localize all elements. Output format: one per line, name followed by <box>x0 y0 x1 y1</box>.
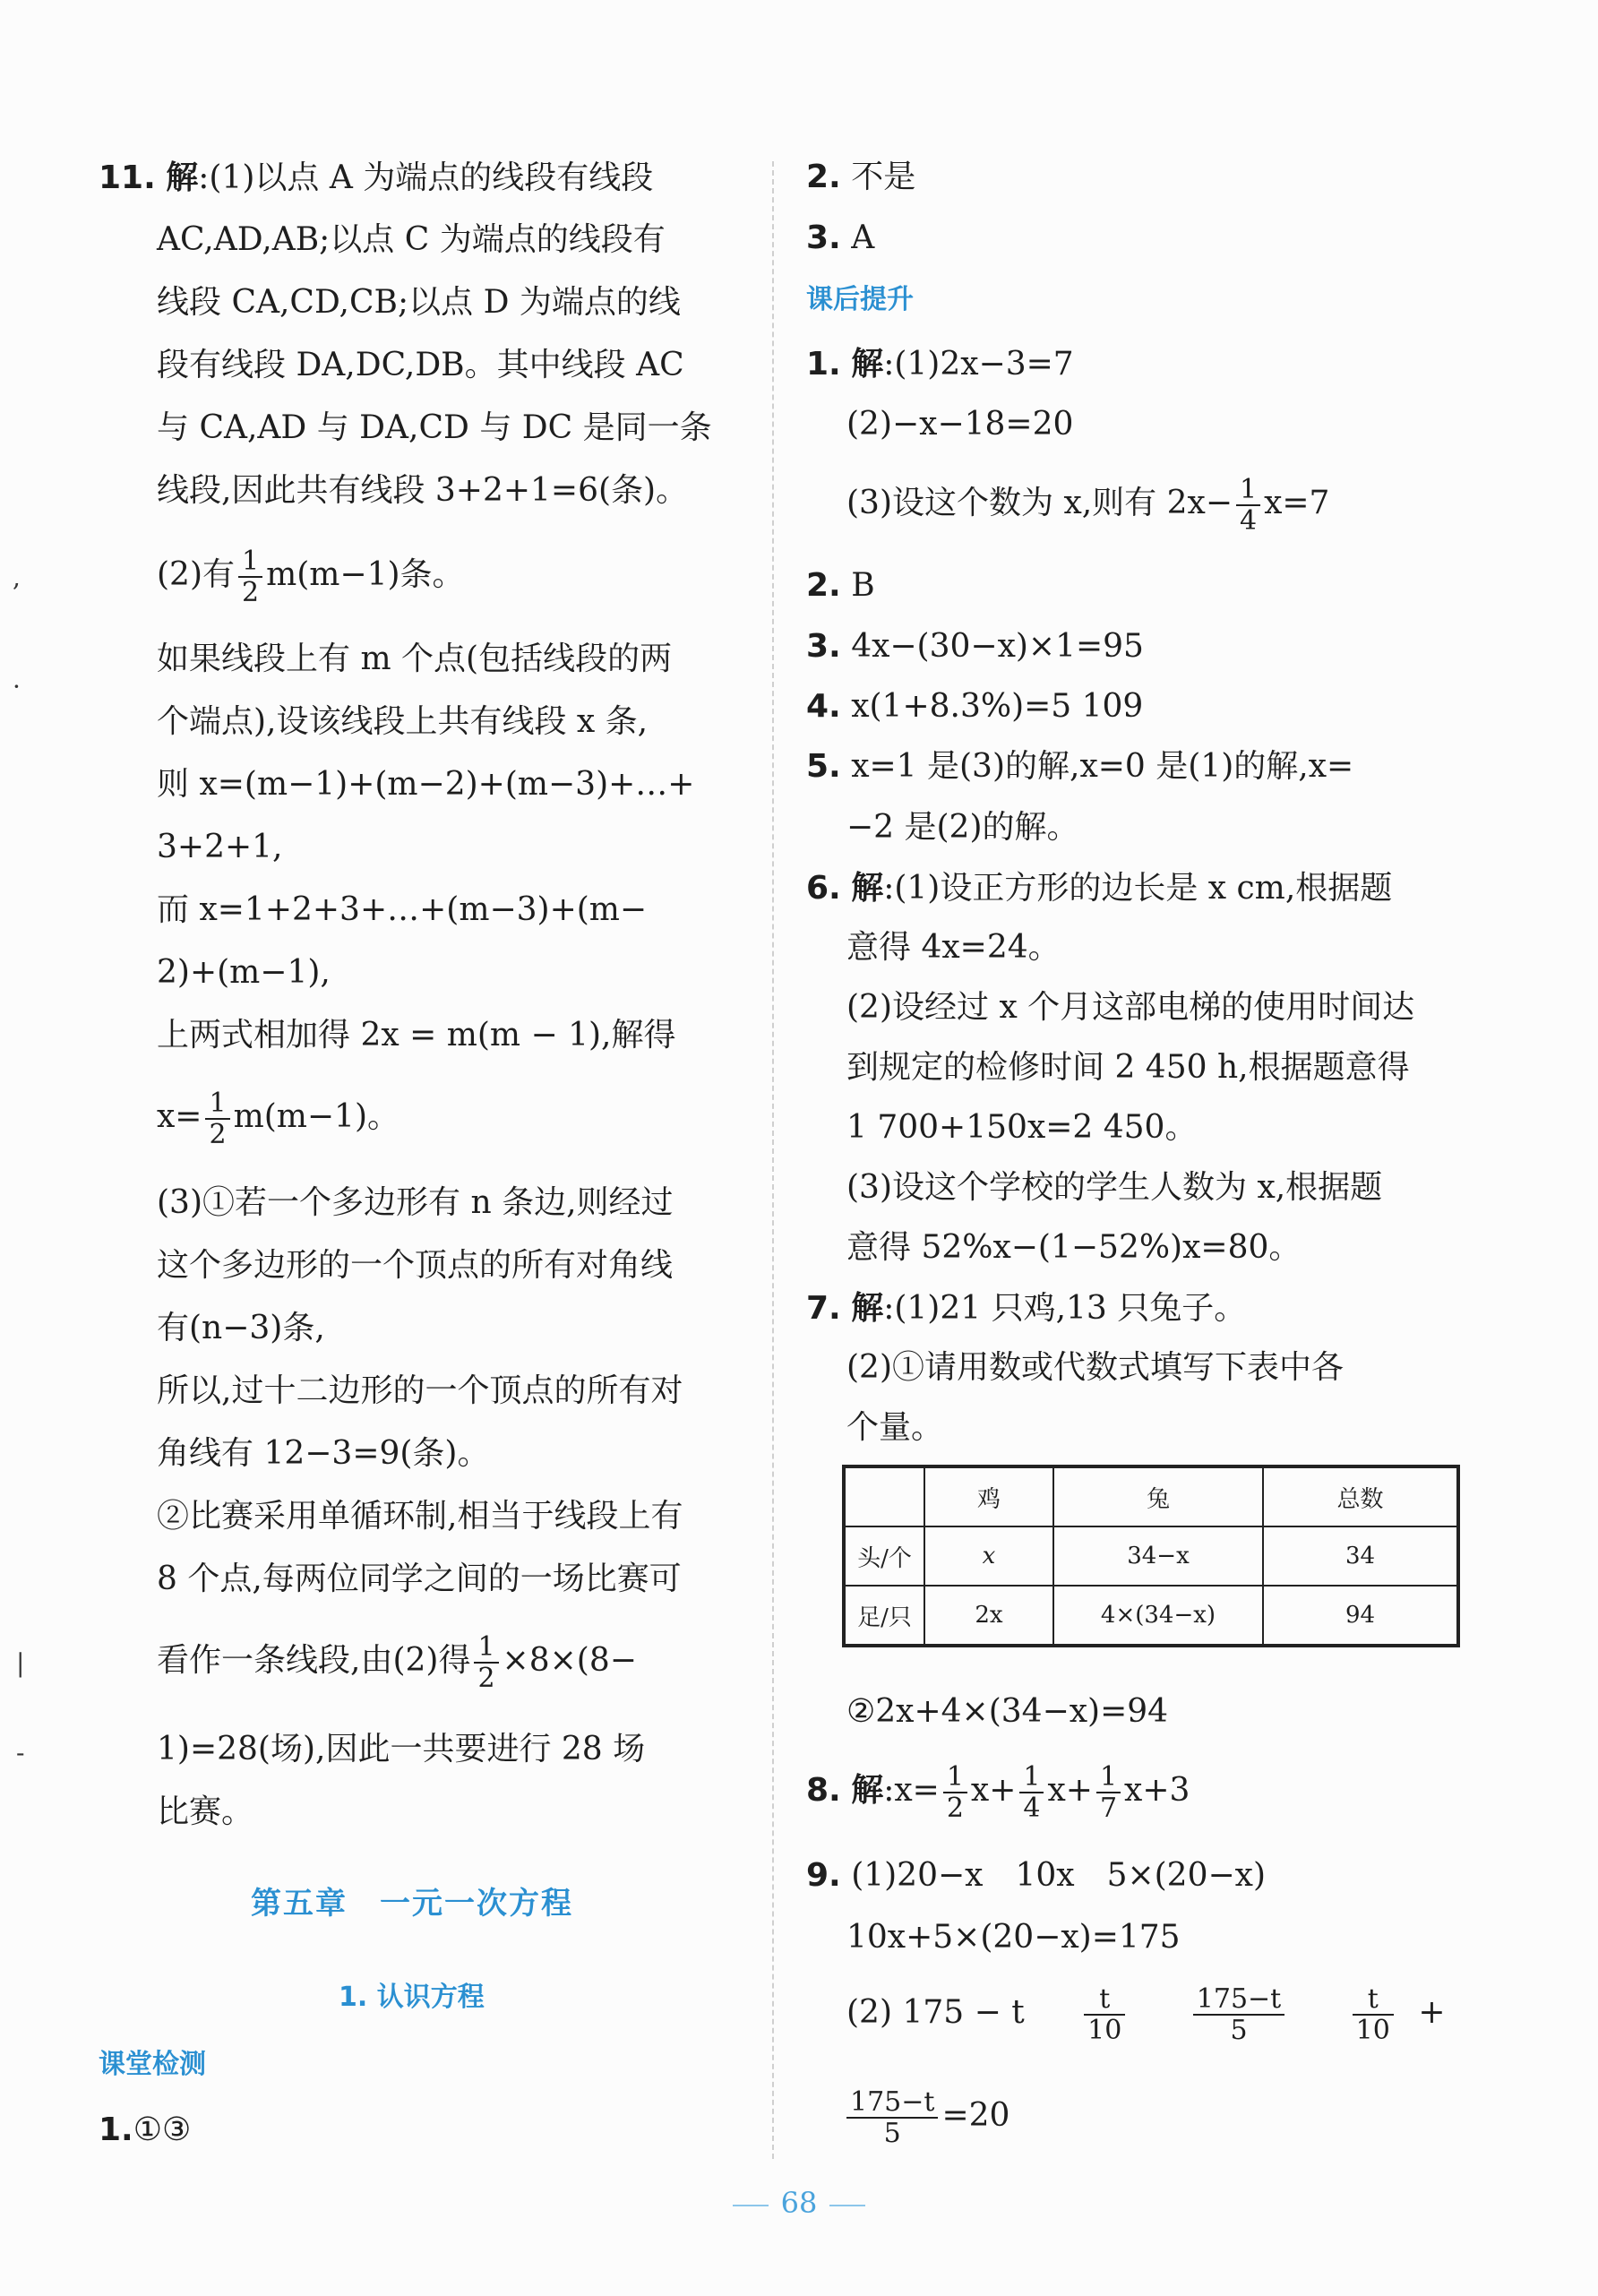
margin-mark: | <box>16 1648 25 1678</box>
q11-line-5: 与 CA,AD 与 DA,CD 与 DC 是同一条 <box>157 409 712 446</box>
table-cell: 94 <box>1263 1586 1458 1646</box>
fraction: $\frac{175-t}{5}$ <box>1193 1984 1284 2045</box>
footer-rule-right <box>829 2205 865 2206</box>
right-q5-line-1: 5. x=1 是(3)的解,x=0 是(1)的解,x= <box>806 748 1354 785</box>
r9-line-4: $\frac{175-t}{5}$ =20 <box>846 2087 1009 2148</box>
q11-line-21: ②比赛采用单循环制,相当于线段上有 <box>157 1498 683 1535</box>
table-cell: x <box>924 1526 1053 1586</box>
q11-line-18: 有(n−3)条, <box>157 1310 325 1346</box>
table-cell: 2x <box>924 1586 1053 1646</box>
table-cell: 足/只 <box>844 1586 924 1646</box>
r6-line-6: (3)设这个学校的学生人数为 x,根据题 <box>846 1169 1383 1206</box>
section-title: 1. 认识方程 <box>339 1982 485 2013</box>
table-cell: 头/个 <box>844 1526 924 1586</box>
margin-mark: · <box>13 672 21 701</box>
table-row <box>844 1586 1458 1646</box>
fraction: $\frac{175-t}{5}$ <box>846 2087 938 2148</box>
table-cell: 34 <box>1263 1526 1458 1586</box>
r6-line-2: 意得 4x=24。 <box>846 929 1061 966</box>
page-footer <box>0 2186 1598 2220</box>
page-number: 68 <box>780 2186 818 2220</box>
fraction: $\frac{1}{2}$ <box>205 1088 229 1149</box>
table-header-cell: 兔 <box>1053 1466 1263 1526</box>
right-q2b: 2. B <box>806 567 875 604</box>
fraction: $\frac{1}{7}$ <box>1096 1762 1121 1823</box>
q11-line-19: 所以,过十二边形的一个顶点的所有对 <box>157 1372 683 1409</box>
q11-line-13: 2)+(m−1), <box>157 954 331 991</box>
table-header-cell: 鸡 <box>924 1466 1053 1526</box>
chapter-title: 第五章 一元一次方程 <box>251 1886 573 1922</box>
r9-line-3: (2) 175 − t $\frac{t}{10}$ $\frac{175-t}{5}$ $\frac{t}{10}$ + <box>846 1983 1446 2046</box>
q11-line-15: x= $\frac{1}{2}$ m(m−1)。 <box>157 1088 400 1150</box>
q11-line-25: 比赛。 <box>157 1793 254 1830</box>
r7-line-3: 个量。 <box>846 1409 944 1446</box>
q11-line-4: 段有线段 DA,DC,DB。其中线段 AC <box>157 347 684 383</box>
q11-line-23: 看作一条线段,由(2)得 $\frac{1}{2}$ ×8×(8− <box>157 1631 637 1694</box>
q11-line-10: 则 x=(m−1)+(m−2)+(m−3)+…+ <box>157 766 695 803</box>
q11-line-3: 线段 CA,CD,CB;以点 D 为端点的线 <box>157 284 681 321</box>
subsection-title-after-class: 课后提升 <box>806 284 914 315</box>
fraction: $\frac{1}{2}$ <box>474 1632 498 1693</box>
right-q3b: 3. 4x−(30−x)×1=95 <box>806 628 1144 665</box>
q11-line-11: 3+2+1, <box>157 829 283 865</box>
r7-line-1: 7. 解:(1)21 只鸡,13 只兔子。 <box>806 1289 1247 1327</box>
q11-line-22: 8 个点,每两位同学之间的一场比赛可 <box>157 1561 682 1597</box>
table-cell: 4×(34−x) <box>1053 1586 1263 1646</box>
q11-line-20: 角线有 12−3=9(条)。 <box>157 1435 490 1472</box>
q11-line-9: 个端点),设该线段上共有线段 x 条, <box>157 703 649 740</box>
footer-rule-left <box>733 2205 769 2206</box>
q11-line-17: 这个多边形的一个顶点的所有对角线 <box>157 1247 674 1284</box>
q11-line-14: 上两式相加得 2x = m(m − 1),解得 <box>157 1017 676 1053</box>
q11-line-1: 11. 解:(1)以点 A 为端点的线段有线段 <box>99 159 654 196</box>
table-row <box>844 1526 1458 1586</box>
fraction: $\frac{1}{2}$ <box>238 546 262 607</box>
r6-line-3: (2)设经过 x 个月这部电梯的使用时间达 <box>846 989 1415 1026</box>
right-q2: 2. 不是 <box>806 159 916 195</box>
table-cell: 34−x <box>1053 1526 1263 1586</box>
r7-line-2: (2)①请用数或代数式填写下表中各 <box>846 1349 1344 1386</box>
r6-line-5: 1 700+150x=2 450。 <box>846 1109 1198 1146</box>
q11-line-24: 1)=28(场),因此一共要进行 28 场 <box>157 1731 646 1767</box>
r1-line-3: (3)设这个数为 x,则有 2x− $\frac{1}{4}$ x=7 <box>846 474 1330 537</box>
r6-line-4: 到规定的检修时间 2 450 h,根据题意得 <box>846 1049 1410 1086</box>
fraction: $\frac{t}{10}$ <box>1084 1984 1125 2045</box>
r7-line-4: ②2x+4×(34−x)=94 <box>846 1693 1169 1730</box>
left-q1: 1.①③ <box>99 2111 192 2148</box>
r8-line: 8. 解:x= $\frac{1}{2}$ x+ $\frac{1}{4}$ x+ $\frac{1}{7}$ x+3 <box>806 1761 1190 1824</box>
q11-line-16: (3)①若一个多边形有 n 条边,则经过 <box>157 1184 674 1221</box>
table-header-row <box>844 1466 1458 1526</box>
fraction: $\frac{1}{4}$ <box>1019 1762 1044 1823</box>
r6-line-7: 意得 52%x−(1−52%)x=80。 <box>846 1229 1302 1266</box>
right-q3: 3. A <box>806 219 875 256</box>
r1-line-2: (2)−x−18=20 <box>846 406 1074 443</box>
subsection-title-classroom: 课堂检测 <box>99 2049 206 2080</box>
q11-line-12: 而 x=1+2+3+…+(m−3)+(m− <box>157 891 648 928</box>
q11-line-6: 线段,因此共有线段 3+2+1=6(条)。 <box>157 472 689 509</box>
margin-mark: , <box>13 563 21 592</box>
r6-line-1: 6. 解:(1)设正方形的边长是 x cm,根据题 <box>806 869 1393 907</box>
right-q4: 4. x(1+8.3%)=5 109 <box>806 688 1144 725</box>
fraction: $\frac{1}{4}$ <box>1236 475 1260 536</box>
fraction: $\frac{t}{10}$ <box>1353 1984 1394 2045</box>
q11-line-2: AC,AD,AB;以点 C 为端点的线段有 <box>157 221 666 258</box>
r9-line-1: 9. (1)20−x 10x 5×(20−x) <box>806 1857 1267 1894</box>
q11-part2: (2)有 $\frac{1}{2}$ m(m−1)条。 <box>157 546 465 608</box>
table-header-cell: 总数 <box>1263 1466 1458 1526</box>
r9-line-2: 10x+5×(20−x)=175 <box>846 1919 1181 1956</box>
right-q5-line-2: −2 是(2)的解。 <box>846 809 1079 846</box>
q11-line-8: 如果线段上有 m 个点(包括线段的两 <box>157 641 673 677</box>
table-header-cell <box>844 1466 924 1526</box>
fraction: $\frac{1}{2}$ <box>943 1762 967 1823</box>
margin-mark: - <box>16 1738 25 1767</box>
chicken-rabbit-table <box>842 1465 1460 1647</box>
column-divider <box>772 161 774 2159</box>
r1-line-1: 1. 解:(1)2x−3=7 <box>806 345 1074 383</box>
